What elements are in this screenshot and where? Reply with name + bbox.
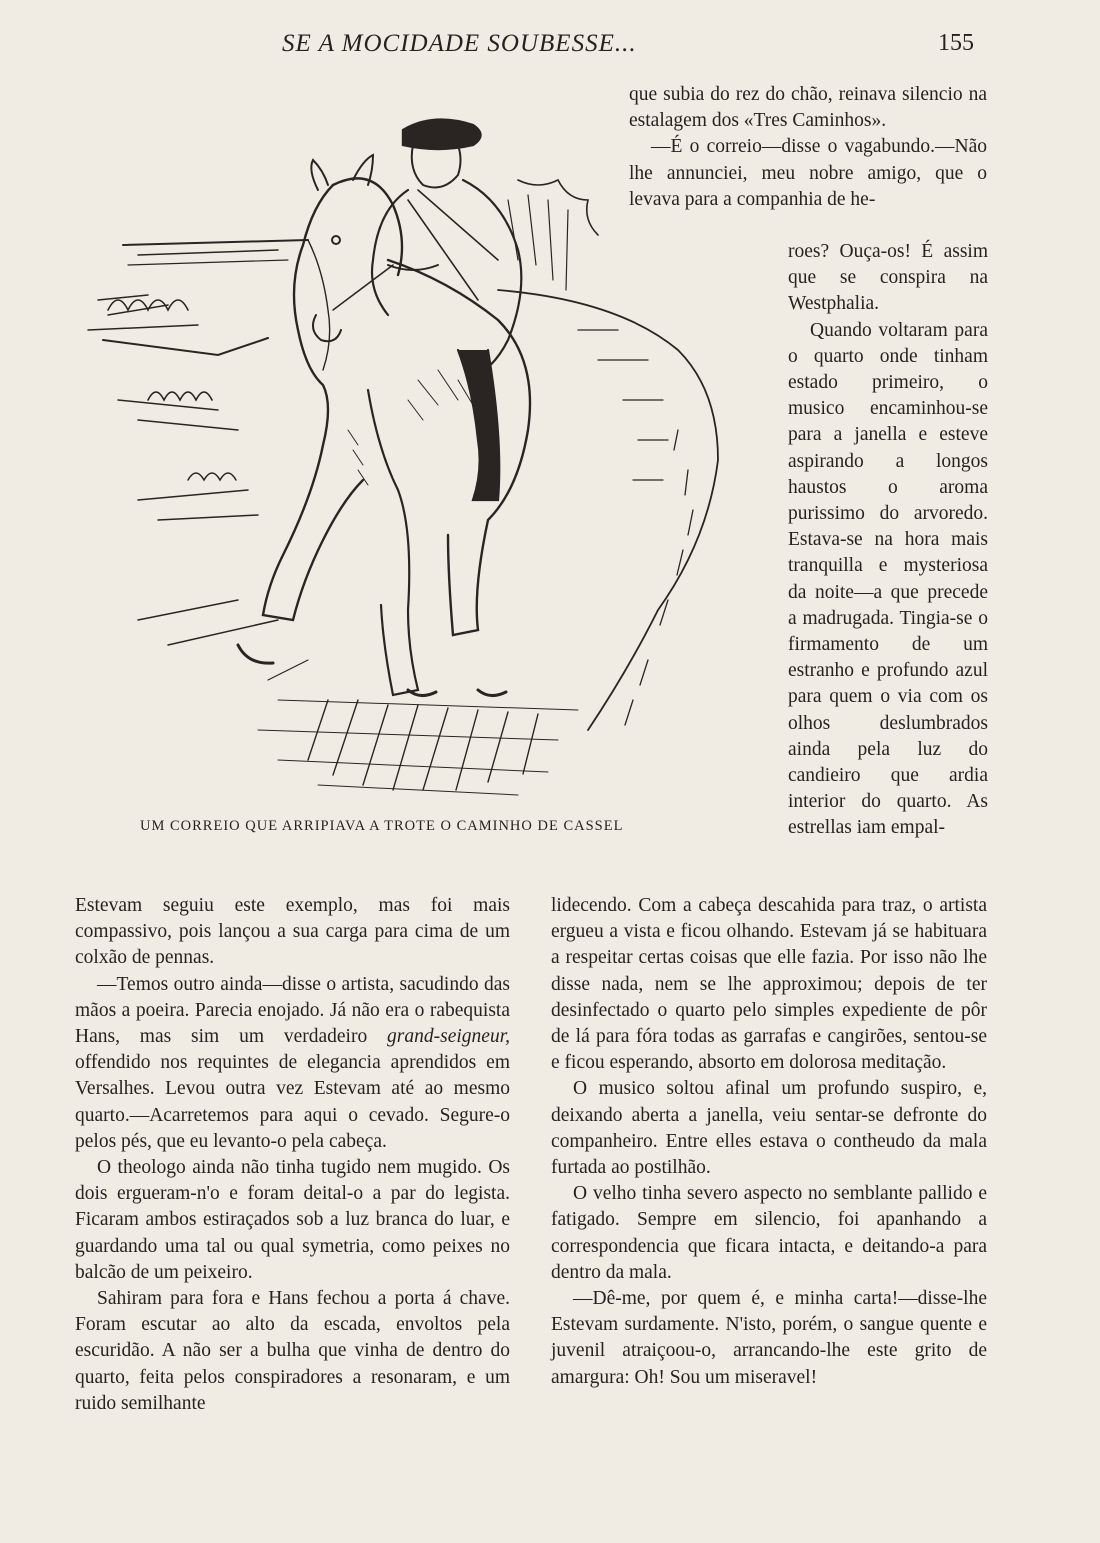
paragraph: Estevam seguiu este exemplo, mas foi mais compassivo, pois lançou a sua carga para cima de um colxão de pennas. <box>75 895 510 969</box>
paragraph: Quando voltaram para o quarto onde tinham estado primeiro, o musico encaminhou-se para a janella e esteve aspirando a longos haustos o aroma purissimo do arvoredo. Estava-se na hora mais tranquilla e mysteriosa da noite—a que precede a madrugada. Tingia-se o firmamento de um estranho e profundo azul para quem o via com os olhos deslumbrados ainda pela luz do candieiro que ardia interior do quarto. As estrellas iam empal- <box>788 319 988 839</box>
paragraph <box>75 972 510 1155</box>
paragraph: roes? Ouça-os! É assim que se conspira na Westphalia. <box>788 241 988 315</box>
paragraph: O musico soltou afinal um profundo suspiro, e, deixando aberta a janella, veiu sentar-se defronte do companheiro. Entre elles estava o contheudo da mala furtada ao postilhão. <box>551 1078 987 1179</box>
text-column-narrow <box>788 239 988 842</box>
running-title: SE A MOCIDADE SOUBESSE... <box>282 30 637 57</box>
page-number: 155 <box>938 30 974 56</box>
paragraph: —É o correio—disse o vagabundo.—Não lhe annunciei, meu nobre amigo, que o levava para a companhia de he- <box>629 136 987 210</box>
paragraph: O velho tinha severo aspecto no semblante pallido e fatigado. Sempre em silencio, foi apanhando a correspondencia que ficara intacta, e deitando-a para dentro da mala. <box>551 1183 987 1283</box>
paragraph: lidecendo. Com a cabeça descahida para traz, o artista ergueu a vista e ficou olhando. Estevam já se habituara a respeitar certas coisas que elle fazia. Por isso não lhe disse nada, nem se lhe approximou; depois de ter desinfectado o quarto pelo simples expediente de pôr de lá para fóra todas as garrafas e cangirões, sentou-se e ficou esperando, absorto em dolorosa meditação. <box>551 895 987 1074</box>
illustration-caption: UM CORREIO QUE ARRIPIAVA A TROTE O CAMINHO DE CASSEL <box>140 818 624 834</box>
text-column-right <box>551 893 987 1391</box>
paragraph: Sahiram para fora e Hans fechou a porta á chave. Foram escutar ao alto da escada, envoltos pela escuridão. A não ser a bulha que vinha de dentro do quarto, feita pelos conspiradores a resonaram, e um ruido semilhante <box>75 1288 510 1414</box>
text-column-top-right <box>629 82 987 213</box>
paragraph-text: offendido nos requintes de elegancia aprendidos em Versalhes. Levou outra vez Estevam até ao mesmo quarto.—Acarretemos para aqui o cevado. Segure-o pelos pés, que eu levanto-o pela cabeça. <box>75 1052 510 1152</box>
paragraph-text: —Temos outro ainda—disse o artista, sacudindo das mãos a poeira. Parecia enojado. Já não era o rabequista Hans, mas sim um verdadeiro <box>75 973 510 1048</box>
paragraph: que subia do rez do chão, reinava silencio na estalagem dos «Tres Caminhos». <box>629 84 987 132</box>
text-column-left <box>75 893 510 1417</box>
paragraph: O theologo ainda não tinha tugido nem mugido. Os dois ergueram-n'o e foram deital-o a par do legista. Ficaram ambos estiraçados sob a luz branca do luar, e guardando uma tal ou qual symetria, como peixes no balcão de um peixeiro. <box>75 1157 510 1283</box>
italic-phrase: grand-seigneur, <box>387 1026 510 1048</box>
paragraph: —Dê-me, por quem é, e minha carta!—disse-lhe Estevam surdamente. N'isto, porém, o sangue quente e juvenil atraiçoou-o, arrancando-lhe este grito de amargura: Oh! Sou um miseravel! <box>551 1288 987 1388</box>
